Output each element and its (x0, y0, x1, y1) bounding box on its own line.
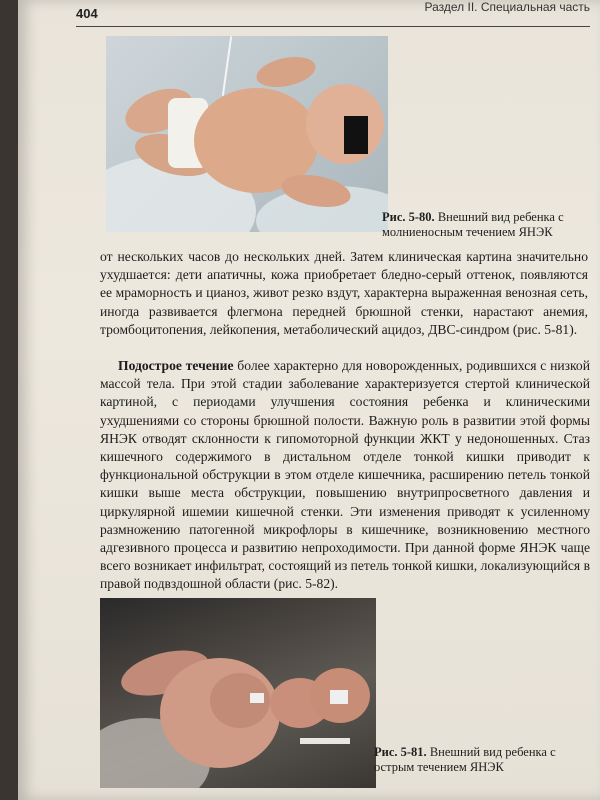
paragraph-2-text: более характерно для новорожденных, родившихся с низкой массой тела. При этой стадии заболевание характеризуется стертой клинической картиной, с периодами улучшения состояния ребенка и клиническими ухудшениями со стороны брюшной полости. Важную роль в развитии этой формы ЯНЭК отводят склонности к гипомоторной функции ЖКТ у недоношенных. Стаз кишечного содержимого в дистальном отделе тонкой кишки приводит к функциональной обструкции в этом отделе кишечника, расширению петель тонкой кишки выше места обструкции, повышению внутрипросветного давления и циркулярной ишемии кишечной стенки. Эти изменения приводят к усиленному размножению патогенной микрофлоры в кишечнике, возникновению местного адгезивного процесса и развитию непроходимости. При данной форме ЯНЭК чаще всего возникает инфильтрат, состоящий из петель тонкой кишки, локализующийся в правой подвздошной области (рис. 5-82). (100, 358, 591, 592)
page-number: 404 (76, 6, 98, 21)
paragraph-1: от нескольких часов до нескольких дней. Затем клиническая картина значительно ухудшается: дети апатичны, кожа приобретает бледно-серый оттенок, появляются ее мраморность и цианоз, живот резко вздут, характерна выраженная венозная сеть, иногда развивается флегмона передней брюшной стенки, нарастают анемия, тромбоцитопения, лейкопения, метаболический ацидоз, ДВС-синдром (рис. 5-81). (100, 249, 588, 337)
figure-5-81-label: Рис. 5-81. (374, 745, 427, 759)
figure-5-81-caption (374, 745, 586, 775)
figure-5-80-photo (106, 36, 388, 232)
figure-5-80-label: Рис. 5-80. (382, 210, 435, 224)
figure-5-80-text: Внешний вид ребенка с молниеносным течением ЯНЭК (382, 210, 564, 239)
book-page (18, 0, 600, 800)
figure-5-81-photo (100, 598, 376, 788)
section-title: Раздел II. Специальная часть (424, 0, 590, 14)
paragraph-2-lead: Подострое течение (118, 358, 234, 373)
figure-5-80-caption (382, 210, 592, 240)
figure-5-81-text: Внешний вид ребенка с острым течением ЯНЭК (374, 745, 556, 774)
running-head (76, 0, 590, 27)
paragraph-2 (100, 357, 590, 594)
